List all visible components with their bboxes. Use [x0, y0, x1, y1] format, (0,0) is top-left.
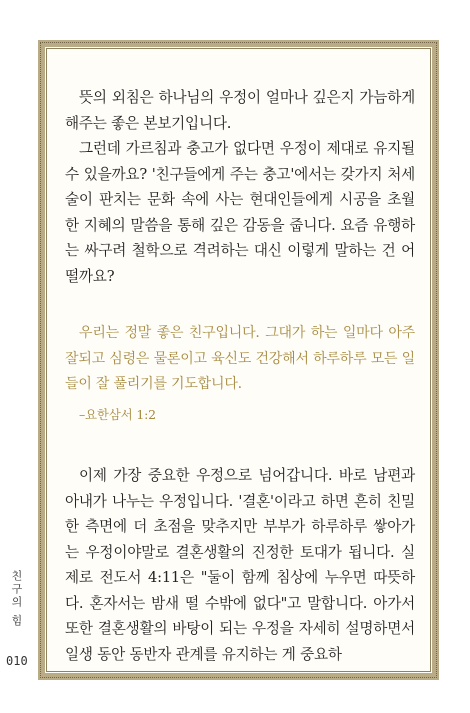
page-content: [65, 85, 415, 667]
quote-text: 우리는 정말 좋은 친구입니다. 그대가 하는 일마다 아주 잘되고 심령은 물론이고 육신도 건강해서 하루하루 모든 일들이 잘 풀리기를 기도합니다.: [65, 325, 415, 392]
body-paragraph-2: 그런데 가르침과 충고가 없다면 우정이 제대로 유지될 수 있을까요? '친구들에게 주는 충고'에서는 갖가지 처세술이 판치는 문화 속에 사는 현대인들에게 시공을 초월한 지혜의 말씀을 통해 깊은 감동을 줍니다. 요즘 유행하는 싸구려 철학으로 격려하는 대신 이렇게 말하는 건 어떨까요?: [65, 140, 415, 285]
quote-source: –요한삼서 1:2: [79, 406, 156, 422]
page-number: 010: [6, 654, 28, 668]
page-frame: [38, 40, 439, 680]
body-paragraph-1: 뜻의 외침은 하나님의 우정이 얼마나 깊은지 가늠하게 해주는 좋은 본보기입니다.: [65, 89, 415, 132]
scripture-quote: [65, 321, 415, 427]
body-paragraph-3: 이제 가장 중요한 우정으로 넘어갑니다. 바로 남편과 아내가 나누는 우정입니다. '결혼'이라고 하면 흔히 친밀한 측면에 더 초점을 맞추지만 부부가 하루하루 쌓아가는 우정이야말로 결혼생활의 진정한 토대가 됩니다. 실제로 전도서 4:11은 "둘이 함께 침상에 누우면 따뜻하다. 혼자서는 밤새 떨 수밖에 없다"고 말합니다. 아가서 또한 결혼생활의 바탕이 되는 우정을 자세히 설명하면서 일생 동안 동반자 관계를 유지하는 게 중요하: [65, 467, 415, 663]
running-book-title: 친구의 힘: [10, 570, 23, 628]
